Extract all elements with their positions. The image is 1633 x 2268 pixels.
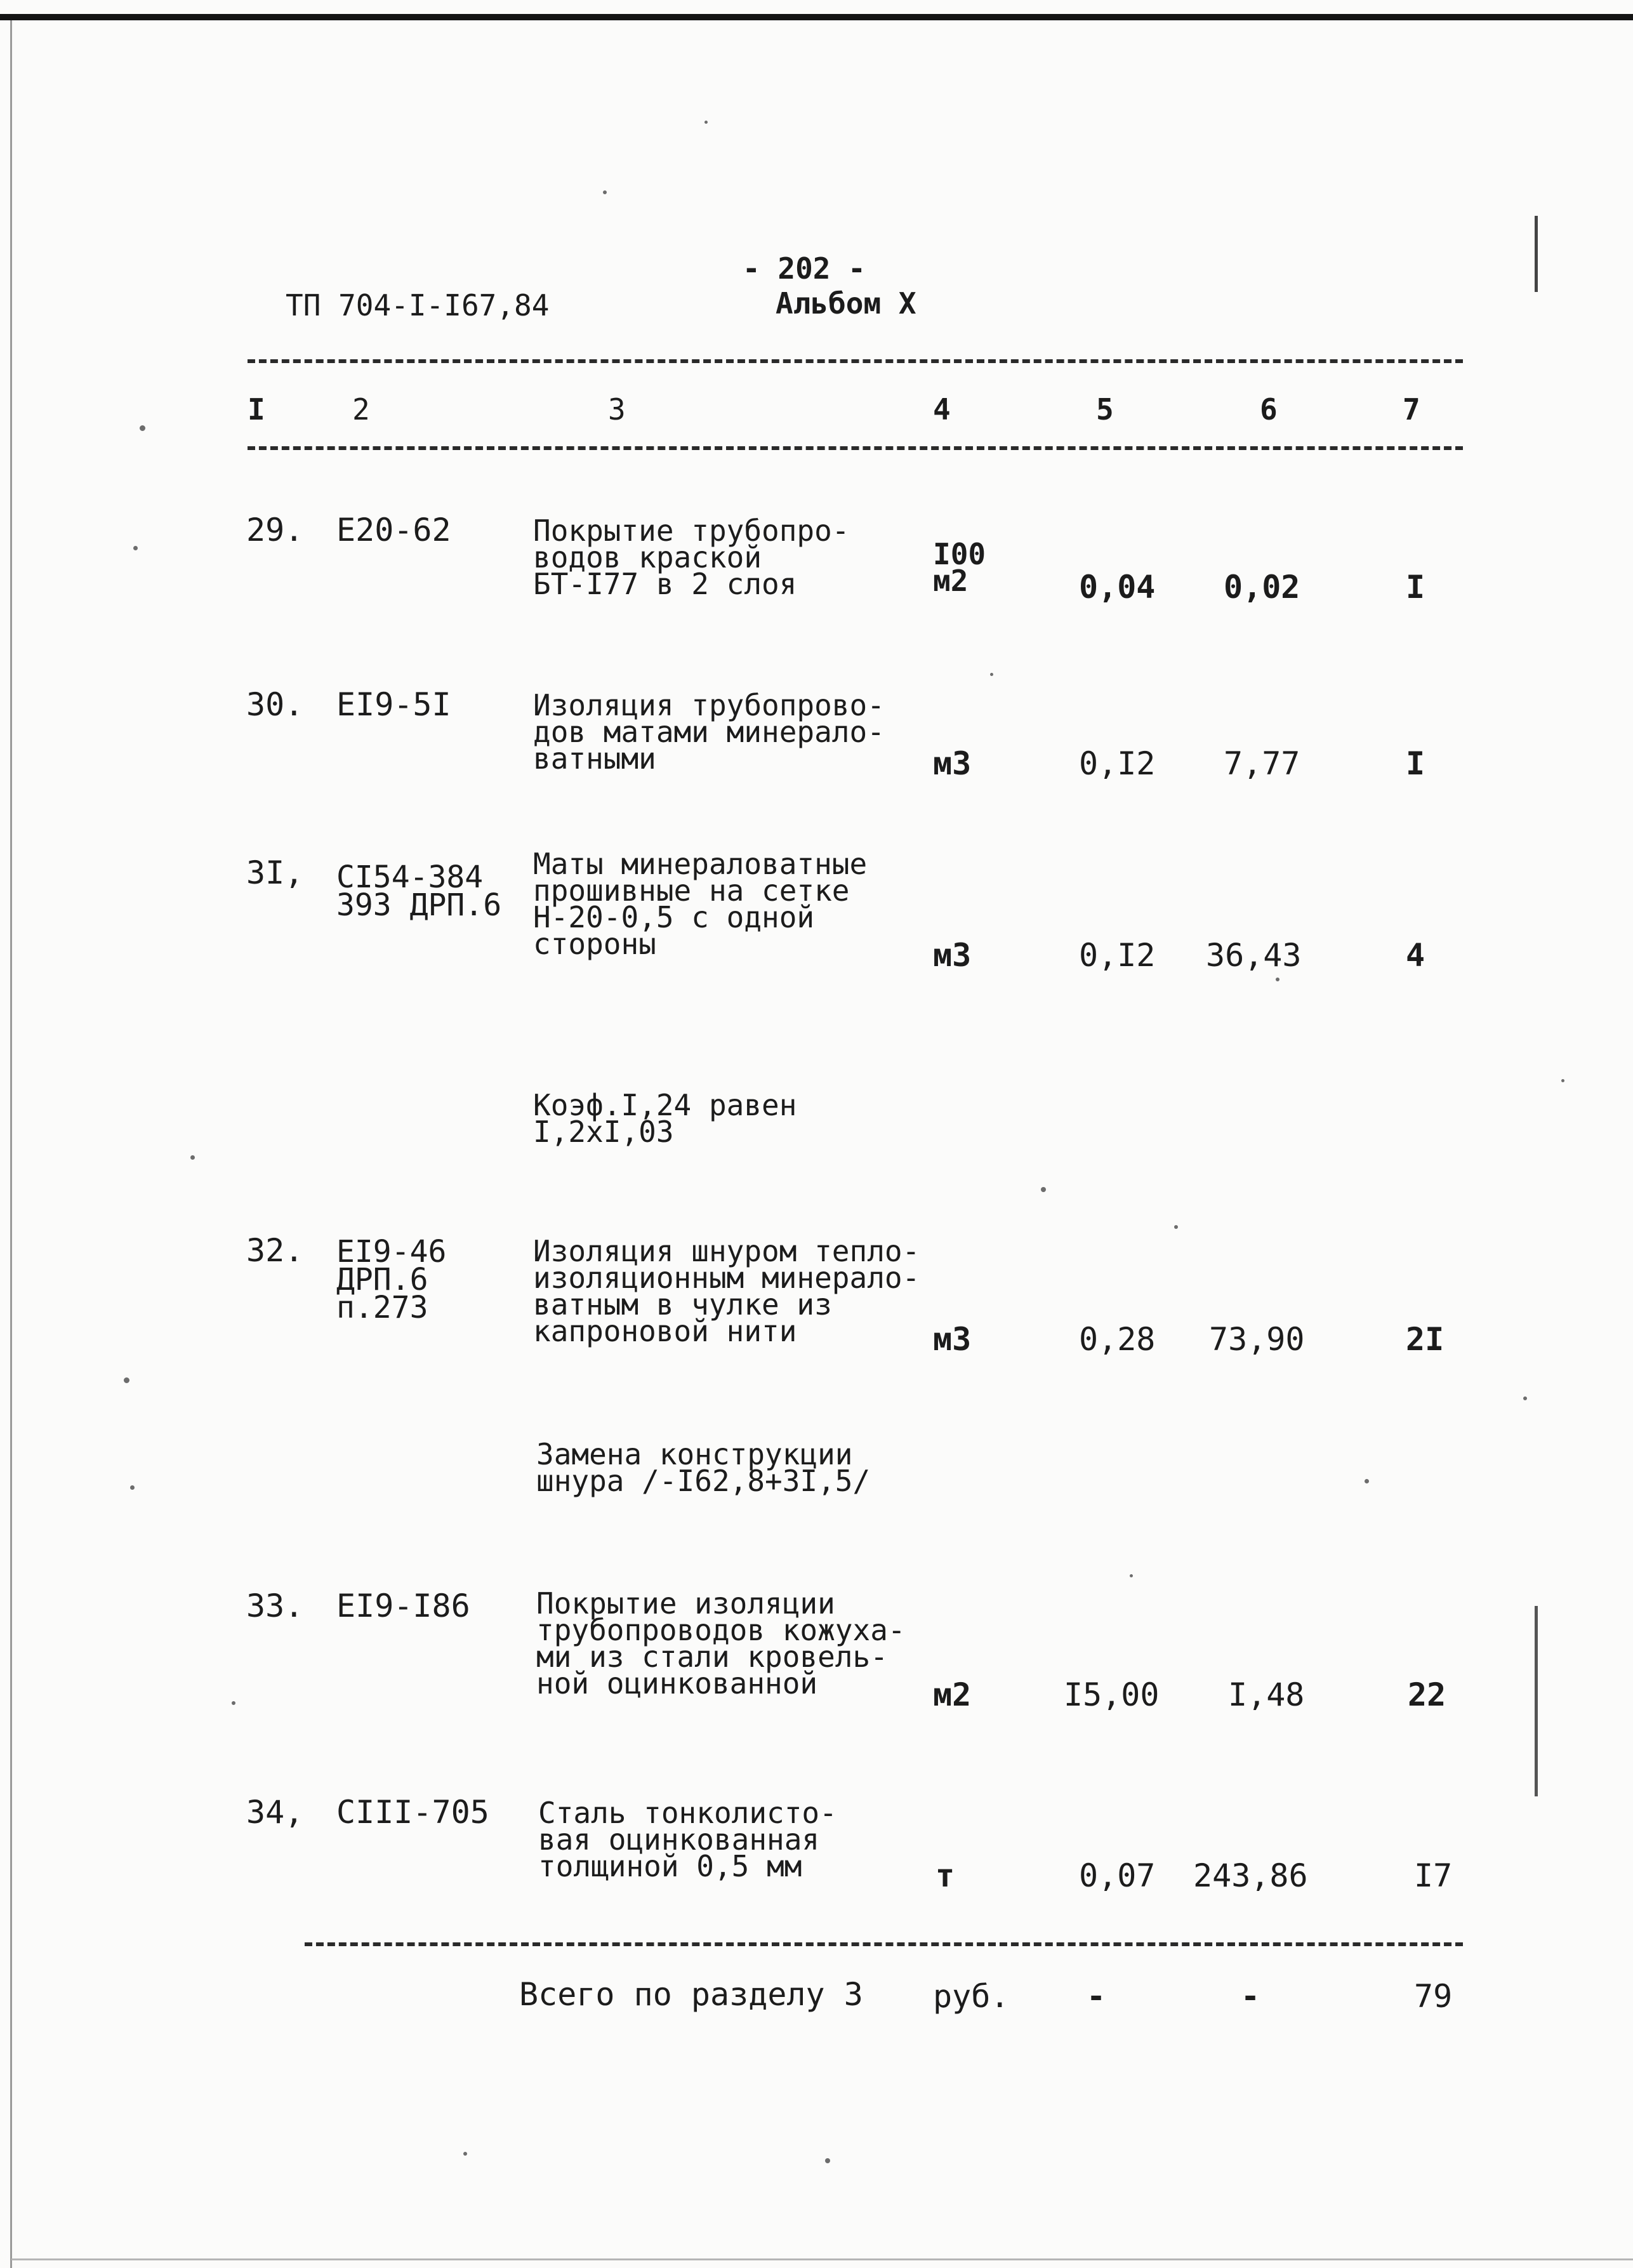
scan-bottom-edge	[11, 2258, 1633, 2260]
col-num-4: 4	[933, 392, 951, 427]
row-30-price: 7,77	[1224, 745, 1300, 782]
row-33-quantity: I5,00	[1064, 1676, 1160, 1713]
row-29-code: Е20-62	[336, 512, 451, 548]
row-34-price: 243,86	[1193, 1857, 1308, 1894]
row-33-unit: м2	[933, 1676, 972, 1713]
row-30-code: ЕI9-5I	[336, 686, 451, 723]
row-32-quantity: 0,28	[1079, 1321, 1156, 1358]
row-29-quantity: 0,04	[1079, 569, 1156, 606]
section-total-unit: руб.	[933, 1978, 1010, 2015]
row-31-total: 4	[1406, 937, 1425, 974]
page-number: - 202 -	[743, 251, 866, 286]
row-31-description: Маты минераловатные прошивные на сетке Н-20-0,5 с одной стороны	[533, 847, 868, 961]
row-29-price: 0,02	[1224, 569, 1300, 606]
row-33-total: 22	[1408, 1676, 1446, 1713]
section-total-price: -	[1241, 1978, 1260, 2015]
row-31-number: 3I,	[246, 854, 304, 891]
header-rule-top	[248, 359, 1463, 363]
document-code: ТП 704-I-I67,84	[286, 288, 550, 322]
row-30-unit: м3	[933, 745, 972, 782]
row-30-description: Изоляция трубопрово- дов матами минерало- ватными	[533, 688, 885, 776]
row-33-code: ЕI9-I86	[336, 1588, 470, 1624]
col-num-3: 3	[608, 392, 626, 427]
row-30-total: I	[1406, 745, 1425, 782]
row-31-code: СI54-384 393 ДРП.6	[336, 859, 502, 923]
row-33-description: Покрытие изоляции трубопроводов кожуха- ми из стали кровель- ной оцинкованной	[536, 1586, 906, 1701]
row-34-number: 34,	[246, 1794, 304, 1831]
row-34-description: Сталь тонколисто- вая оцинкованная толщиной 0,5 мм	[538, 1796, 837, 1883]
col-num-6: 6	[1260, 392, 1278, 427]
section-total-quantity: -	[1087, 1978, 1106, 2015]
row-29-number: 29.	[246, 512, 304, 548]
row-29-unit: I00 м2	[933, 537, 986, 598]
row-29-description: Покрытие трубопро- водов краской БТ-I77 в 2 слоя	[533, 514, 850, 601]
row-34-unit: т	[936, 1857, 955, 1894]
scan-right-mark	[1535, 216, 1538, 292]
total-rule	[305, 1942, 1463, 1946]
row-33-number: 33.	[246, 1588, 304, 1624]
col-num-1: I	[248, 392, 265, 427]
scan-right-mark-lower	[1535, 1606, 1538, 1796]
row-32-unit: м3	[933, 1321, 972, 1358]
row-32-total: 2I	[1406, 1321, 1445, 1358]
col-num-5: 5	[1096, 392, 1114, 427]
row-33-price: I,48	[1228, 1676, 1305, 1713]
row-30-quantity: 0,I2	[1079, 745, 1156, 782]
row-29-total: I	[1406, 569, 1425, 606]
album-label: Альбом X	[776, 286, 916, 321]
header-rule-bottom	[248, 446, 1463, 450]
row-31-price: 36,43	[1206, 937, 1302, 974]
row-32-code: ЕI9-46 ДРП.6 п.273	[336, 1234, 447, 1325]
row-34-quantity: 0,07	[1079, 1857, 1156, 1894]
row-31-quantity: 0,I2	[1079, 937, 1156, 974]
row-34-total: I7	[1414, 1857, 1453, 1894]
row-34-code: СIII-705	[336, 1794, 489, 1831]
scan-left-edge	[10, 20, 12, 2268]
row-32-description: Изоляция шнуром тепло- изоляционным минерало- ватным в чулке из капроновой нити	[533, 1234, 920, 1348]
scan-top-border	[0, 14, 1633, 20]
col-num-2: 2	[352, 392, 370, 427]
replacement-note: Замена конструкции шнура /-I62,8+3I,5/	[536, 1437, 871, 1498]
row-32-number: 32.	[246, 1232, 304, 1269]
row-30-number: 30.	[246, 686, 304, 723]
section-total-label: Всего по разделу 3	[519, 1976, 863, 2013]
section-total-value: 79	[1414, 1978, 1453, 2015]
coefficient-note: Коэф.I,24 равен I,2хI,03	[533, 1088, 797, 1149]
row-32-price: 73,90	[1209, 1321, 1305, 1358]
col-num-7: 7	[1403, 392, 1420, 427]
row-31-unit: м3	[933, 937, 972, 974]
